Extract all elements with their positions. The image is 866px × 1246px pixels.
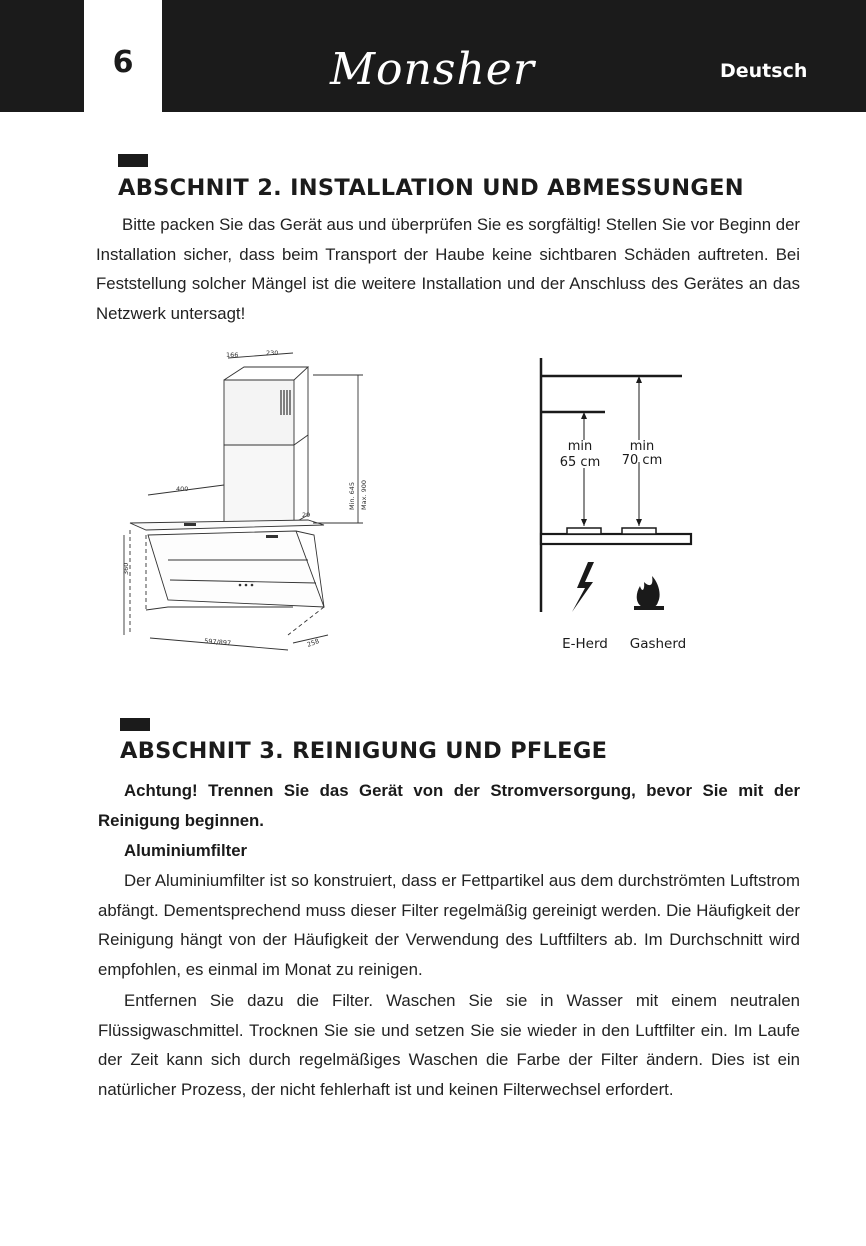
dim-small: 29 — [302, 511, 311, 519]
dim-front: 360 — [122, 562, 130, 575]
dim-height-2: Max. 900 — [360, 480, 368, 510]
dim-depth: 258 — [305, 637, 321, 649]
dim-height-1: Min. 645 — [348, 481, 356, 510]
dim-side: 400 — [176, 485, 189, 493]
brand-logo: Monsher — [330, 44, 535, 95]
section-marker — [118, 154, 148, 167]
language-label: Deutsch — [720, 60, 808, 82]
section-3-paragraph-2: Entfernen Sie dazu die Filter. Waschen Sie sie in Wasser mit einem neutralen Flüssigwaschmittel. Trocknen Sie sie und setzen Sie sie wieder in den Luftfilter ein. Im Laufe der Zeit kann sich durch regelmäßiges Waschen die Farbe der Filter ändern. Dies ist ein natürlicher Prozess, der nicht fehlerhaft ist und keinen Filterwechsel erfordert. — [98, 991, 800, 1100]
hood-dimension-drawing — [118, 345, 378, 665]
page-number: 6 — [112, 45, 134, 80]
left-value: 65 cm — [559, 455, 601, 470]
right-min-label: min — [629, 439, 655, 454]
dim-top-right: 230 — [266, 349, 279, 357]
left-min-label: min — [567, 439, 593, 454]
lightning-icon — [572, 562, 594, 612]
flame-icon — [634, 576, 664, 610]
clearance-diagram — [530, 350, 700, 660]
page-number-box — [84, 0, 162, 112]
section-2-title: ABSCHNIT 2. INSTALLATION UND ABMESSUNGEN — [118, 175, 744, 201]
gas-stove-label: Gasherd — [629, 636, 687, 652]
section-3-title: ABSCHNIT 3. REINIGUNG UND PFLEGE — [120, 738, 608, 764]
subheading: Aluminiumfilter — [124, 841, 248, 860]
warning-paragraph: Achtung! Trennen Sie das Gerät von der Stromversorgung, bevor Sie mit der Reinigung beginnen. — [98, 781, 800, 830]
section-2-paragraph: Bitte packen Sie das Gerät aus und überprüfen Sie es sorgfältig! Stellen Sie vor Beginn der Installation sicher, dass beim Transport der Haube keine sichtbaren Schäden auftreten. Bei Feststellung solcher Mängel ist die weitere Installation und der Anschluss des Gerätes an das Netzwerk untersagt! — [96, 215, 800, 324]
page-header — [0, 0, 866, 112]
section-3-paragraph-1: Der Aluminiumfilter ist so konstruiert, dass er Fettpartikel aus dem durchströmten Luftstrom abfängt. Dementsprechend muss dieser Filter regelmäßig gereinigt werden. Die Häufigkeit der Reinigung hängt von der Häufigkeit der Verwendung des Luftfilters ab. Im Durchschnitt wird empfohlen, es einmal im Monat zu reinigen. — [98, 871, 800, 980]
dim-top-left: 166 — [226, 351, 239, 359]
section-marker — [120, 718, 150, 731]
right-value: 70 cm — [621, 453, 663, 468]
dim-width: 597/897 — [203, 637, 232, 648]
electric-stove-label: E-Herd — [562, 636, 608, 652]
